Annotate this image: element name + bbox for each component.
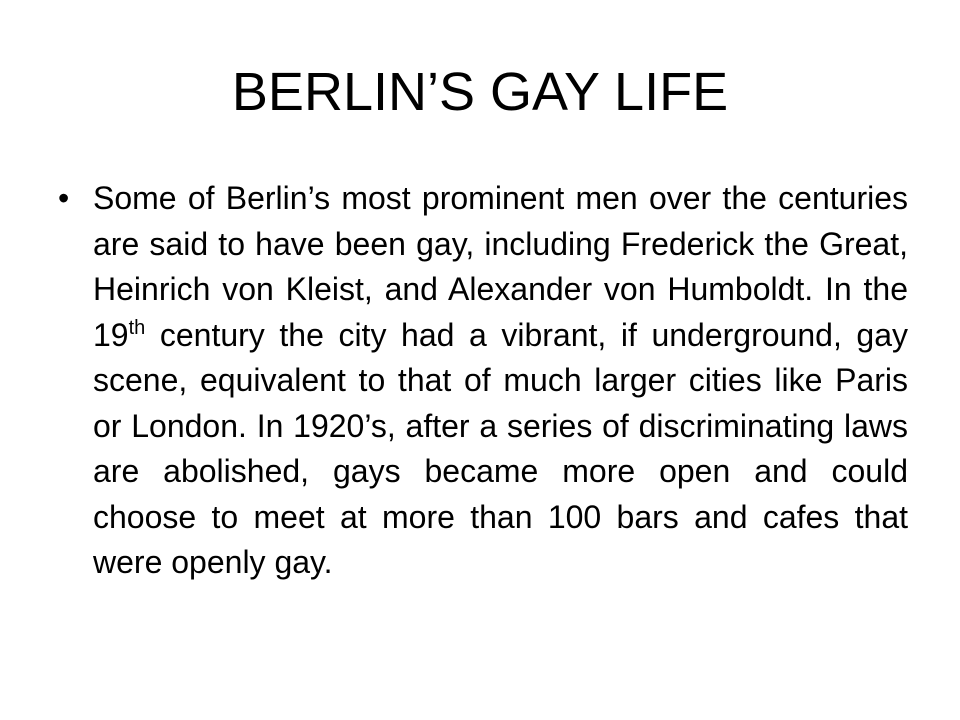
slide-body <box>58 176 908 586</box>
bullet-text-part-1: Some of Berlin’s most prominent men over the centuries are said to have been gay, including Frederick the Great, Heinrich von Kleist, and Alexander von Humboldt. In the 19 <box>93 180 908 353</box>
bullet-icon: • <box>58 180 70 216</box>
bullet-text-part-2: century the city had a vibrant, if underground, gay scene, equivalent to that of much larger cities like Paris or London. In 1920’s, after a series of discriminating laws are abolished, gays became more open and could choose to meet at more than 100 bars and cafes that were openly gay. <box>93 316 908 580</box>
ordinal-superscript: th <box>128 316 146 339</box>
bullet-item <box>58 176 908 586</box>
slide-title: BERLIN’S GAY LIFE <box>231 62 729 122</box>
bullet-text <box>93 176 908 586</box>
